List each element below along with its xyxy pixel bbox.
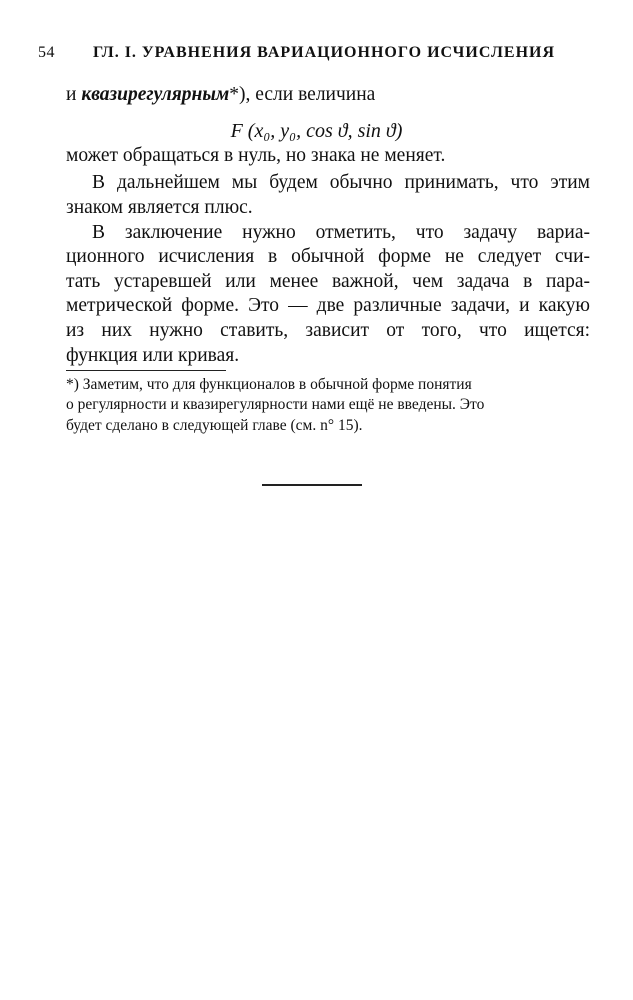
formula: F (x₀, y₀, cos ϑ, sin ϑ) [230,120,403,142]
end-rule [262,484,362,486]
page-header [38,44,593,66]
footnote-line-3: будет сделано в следующей главе (см. n° 15). [66,417,363,434]
footnote-line-2: о регулярности и квазирегулярности нами ещё не введены. Это [66,396,485,413]
footnote-separator [66,370,226,371]
text-line-3: В дальнейшем мы будем обычно принимать, что этим [92,172,590,193]
term-quasiregular: квазирегулярным [81,84,230,105]
text-line-7: тать устаревшей или менее важной, чем задача в пара- [66,271,590,292]
text-line-6: ционного исчисления в обычной форме не следует счи- [66,246,590,267]
running-head: ГЛ. I. УРАВНЕНИЯ ВАРИАЦИОННОГО ИСЧИСЛЕНИЯ [93,44,556,61]
text-line-5: В заключение нужно отметить, что задачу вариа- [92,222,590,243]
text-prefix: и [66,84,77,105]
footnote-line-1: *) Заметим, что для функционалов в обычной форме понятия [66,376,472,393]
text-line-10: функция или кривая. [66,345,240,366]
text-suffix: *), если величина [229,84,376,105]
text-line-8: метрической форме. Это — две различные задачи, и какую [66,295,590,316]
text-line-2: может обращаться в нуль, но знака не меняет. [66,145,446,166]
text-line-1 [66,84,590,106]
text-line-4: знаком является плюс. [66,197,253,218]
page-number: 54 [38,44,55,61]
text-line-9: из них нужно ставить, зависит от того, что ищется: [66,320,590,341]
